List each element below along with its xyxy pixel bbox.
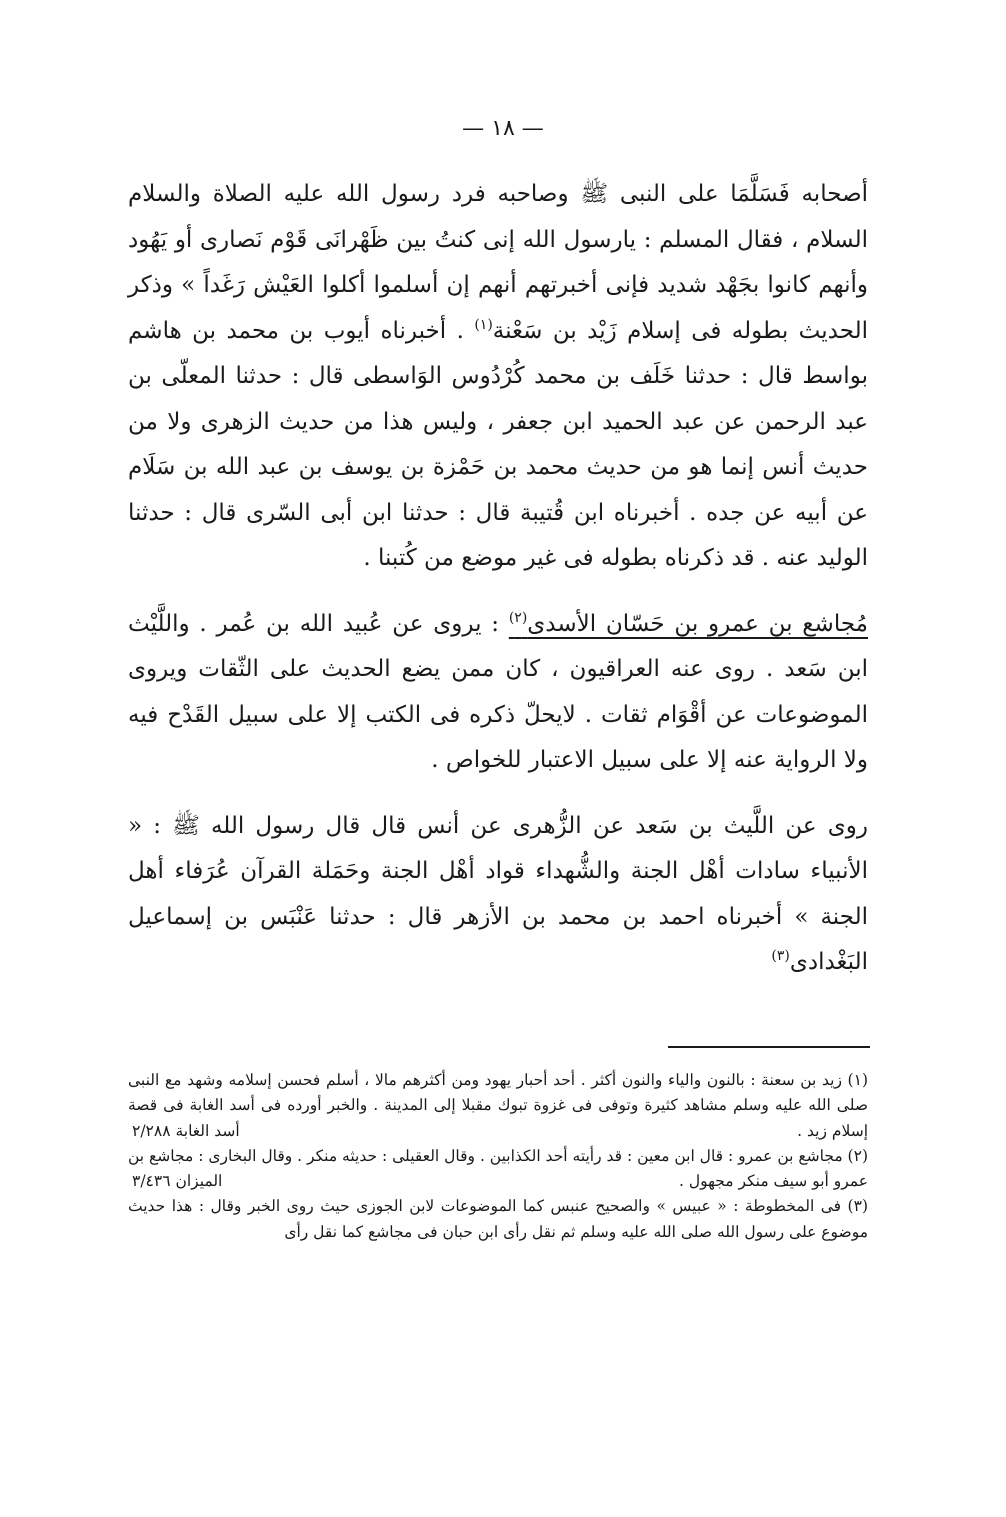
- footnotes: [128, 1068, 868, 1245]
- footnote-marker-2: (٢): [508, 609, 528, 626]
- footnote-1-source: أسد الغابة ٢/٢٨٨: [132, 1121, 240, 1140]
- narrator-entry-text: : يروى عن عُبيد الله بن عُمر . واللَّيْث ابن سَعد . روى عنه العراقيون ، كان ممن يضع الحديث على الثّقات ويروى الموضوعات عن أقْوَام ثقات . لايحلّ ذكره فى الكتب إلا على سبيل القَدْح فيه ولا الرواية عنه إلا على سبيل الاعتبار للخواص .: [128, 610, 868, 773]
- paragraph-1-text: أصحابه فَسَلَّمَا على النبى ﷺ وصاحبه فرد رسول الله عليه الصلاة والسلام السلام ، فقال المسلم : يارسول الله إنى كنتُ بين ظَهْرانَى قَوْم نَصارى أو يَهُود وأنهم كانوا بجَهْد شديد فإنى أخبرتهم أنهم إن أسلموا أكلوا العَيْش رَغَداً » وذكر الحديث بطوله فى إسلام زَيْد بن سَعْنة: [128, 181, 869, 344]
- footnote-2-source: الميزان ٣/٤٣٦: [132, 1172, 223, 1191]
- narrator-name: مُجاشع بن عمرو بن حَسّان الأسدى: [527, 610, 868, 637]
- paragraph-hadith-narration: [128, 172, 868, 582]
- main-text: [128, 172, 868, 986]
- footnote-divider: [668, 1046, 870, 1048]
- page-number: — ١٨ —: [462, 116, 544, 141]
- paragraph-narrator-entry: [128, 602, 868, 784]
- paragraph-1-continuation: . أخبرناه أيوب بن محمد بن هاشم بواسط قال : حدثنا خَلَف بن محمد كُرْدُوس الوَاسطى قال : حدثنا المعلّى بن عبد الرحمن عن عبد الحميد ابن جعفر ، وليس هذا من حديث الزهرى ولا من حديث أنس إنما هو من حديث محمد بن حَمْزة بن يوسف بن عبد الله بن سَلَام عن أبيه عن جده . أخبرناه ابن قُتيبة قال : حدثنا ابن أبى السّرى قال : حدثنا الوليد عنه . قد ذكرناه بطوله فى غير موضع من كُتبنا .: [128, 317, 868, 571]
- footnote-3-text: (٣) فى المخطوطة : « عبيس » والصحيح عنبس كما الموضوعات لابن الجوزى حيث روى الخبر وقال : هذا حديث موضوع على رسول الله صلى الله عليه وسلم ثم نقل رأى ابن حبان فى مجاشع كما نقل رأى: [128, 1197, 868, 1241]
- footnote-1: [128, 1068, 868, 1144]
- footnote-2: [128, 1144, 868, 1195]
- narrator-name-heading: [509, 611, 868, 637]
- footnote-2-text: (٢) مجاشع بن عمرو : قال ابن معين : قد رأيته أحد الكذابين . وقال العقيلى : حديثه منكر . وقال البخارى : مجاشع بن عمرو أبو سيف منكر مجهول .: [128, 1146, 868, 1191]
- footnote-3: [128, 1194, 868, 1245]
- paragraph-3-text: روى عن اللَّيث بن سَعد عن الزُّهرى عن أنس قال قال رسول الله ﷺ : « الأنبياء سادات أهْل الجنة والشُّهداء قواد أهْل الجنة وحَمَلة القرآن عُرَفاء أهل الجنة » أخبرناه احمد بن محمد بن الأزهر قال : حدثنا عَنْبَس بن إسماعيل البَغْدادى: [128, 812, 868, 975]
- paragraph-hadith-report: [128, 804, 868, 986]
- footnote-marker-3: (٣): [771, 948, 790, 964]
- footnote-marker-1: (١): [474, 316, 493, 333]
- footnote-1-text: (١) زيد بن سعنة : بالنون والياء والنون أكثر . أحد أحبار يهود ومن أكثرهم مالا ، أسلم فحسن إسلامه وشهد مع النبى صلى الله عليه وسلم مشاهد كثيرة وتوفى فى غزوة تبوك مقبلا إلى المدينة . والخبر أورده فى أسد الغابة فى قصة إسلام زيد .: [128, 1071, 868, 1140]
